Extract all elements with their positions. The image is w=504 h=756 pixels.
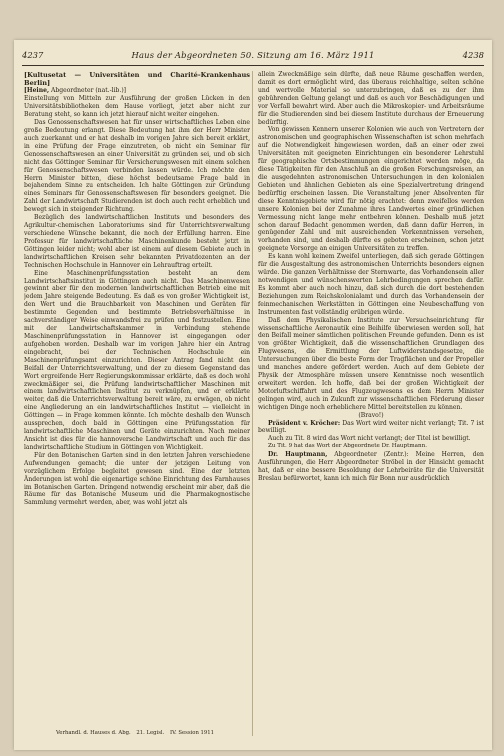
speaker-name: Dr. Hauptmann, [268, 451, 328, 459]
footer-item: IV. Session 1911 [170, 730, 215, 736]
paragraph: Daß dem Physikalischen Institute zur Versuchseinrichtung für wissenschaftliche Aeronautik eine Beihilfe überwiesen werden soll, hat den Beifall meiner sämtlichen politischen Freunde gefunden. Denn es ist von größter Wichtigkeit, daß die wissenschaftlichen Grundlagen des Flugwesens, die Ermittlung der Luftwiderstandsgesetze, die Untersuchungen über die beste Form der Tragflächen und der Propeller und manches andere gefördert werden. Auch auf dem Gebiete der Physik der Atmosphäre müssen unsere Kenntnisse noch wesentlich erweitert werden. Ich hoffe, daß bei der großen Wichtigkeit der Motorluftschiffahrt und des Flugzeugwesens es dem Herrn Minister gelingen wird, auch in Zukunft zur wissenschaftlichen Förderung dieser wichtigen Dinge noch erheblichere Mittel bereitstellen zu können. [258, 316, 484, 411]
right-page-number: 4238 [462, 50, 484, 60]
section-heading: [Kultusetat — Universitäten und Charité-Krankenhaus Berlin] [24, 71, 250, 88]
speaker-line [24, 87, 250, 95]
column-separator [252, 71, 253, 736]
paragraph: Von gewissen Kennern unserer Kolonien wie auch von Vertretern der astronomischen und geographischen Wissenschaften ist schon mehrfach auf die Notwendigkeit hingewiesen worden, daß an einer oder zwei Universitäten mit geeigneten Einrichtungen ein besonderer Lehrstuhl für geographische Ortsbestimmungen eingerichtet werden möge, da diese Tätigkeiten für den Anschluß an die großen Forschungsreisen, an die ausgedehnten astronomischen Untersuchungen in den kolonialen Gebieten und ähnlichen Gebieten als eine Spezialvertretung dringend bedürftig erscheinen lassen. Die Veranstaltung jener Absolventen für diese Kenntnisgebiete wird für nötig erachtet: denn zweifellos werden unsere Kolonien bei der Zunahme ihres Landwertes einer gründlichen Vermessung nicht lange mehr entbehren können. Deshalb muß jetzt schon darauf Bedacht genommen werden, daß dann dafür Herren, in genügender Zahl und mit ausreichenden Vorkenntnissen versehen, vorhanden sind, und deshalb dürfte es geboten erscheinen, schon jetzt geeignete Vorsorge an einigen Universitäten zu treffen. [258, 126, 484, 253]
footer-item: 21. Legisl. [136, 730, 165, 736]
statement-text: Meine Herren, den Ausführungen, die Herr Abgeordneter Ströbel in der Hinsicht gemacht hat, daß er eine bessere Besoldung der Lehrbeiräte für die Universität Breslau befürwortet, kann ich mich für Bonn nur ausdrücklich [258, 451, 484, 483]
session-title: Haus der Abgeordneten 50. Sitzung am 16. März 1911 [131, 50, 375, 60]
paragraph: Eine Maschinenprüfungsstation besteht an dem Landwirtschaftsinstitut in Göttingen auch nicht. Das Maschinenwesen gewinnt aber für den modernen landwirtschaftlichen Betrieb eine mit jedem Jahre steigende Bedeutung. Es daß es von großer Wichtigkeit ist, den Wert und die Brauchbarkeit von Maschinen und Geräten für bestimmte Gegenden und bestimmte Betriebsverhältnisse in sachverständiger Weise einwandsfrei zu prüfen und festzustellen. Eine mit der Landwirtschaftskammer in Verbindung stehende Maschinenprüfungsstation in Hannover ist eingegangen oder aufgehoben worden. Deshalb war im vorigen Jahre hier ein Antrag eingebracht, bei der Technischen Hochschule ein Maschinenprüfungsamt einzurichten. Dieser Antrag fand nicht den Beifall der Unterrichtsverwaltung, und der zu diesem Gegenstand das Wort ergreifende Herr Regierungskommissar erklärte, daß es doch wohl zweckmäßiger sei, die Prüfung landwirtschaftlicher Maschinen mit einem landwirtschaftlichen Institut zu verknüpfen, und er erklärte weiter, daß die Unterrichtsverwaltung bereit wäre, zu erwägen, ob nicht eine Angliederung an ein landwirtschaftliches Institut — vielleicht in Göttingen — in Frage kommen könnte. Ich möchte deshalb den Wunsch aussprechen, doch bald in Göttingen eine Prüfungsstation für landwirtschaftliche Maschinen und Geräte einzurichten. Nach meiner Ansicht ist dies für die hannoversche Landwirtschaft und auch für das landwirtschaftliche Studium in Göttingen von Wichtigkeit. [24, 269, 250, 451]
paragraph: Einstellung von Mitteln zur Ausführung der großen Lücken in den Universitätsbibliotheken dem Hause vorliegt, jetzt aber nicht zur Beratung steht, so kann ich jetzt hierauf nicht weiter eingehen. [24, 95, 250, 119]
paragraph: Das Genossenschaftswesen hat für unser wirtschaftliches Leben eine große Bedeutung erlangt. Diese Bedeutung hat ihm der Herr Minister auch zuerkannt und er hat deshalb im vorigen Jahre sich bereit erklärt, in eine Prüfung der Frage einzutreten, ob nicht ein Seminar für Genossenschaftswesen an einer Universität zu gründen sei, und ob sich nicht das Göttinger Seminar für Versicherungswesen mit einem solchen für Genossenschaftswesen verbinden lassen würde. Ich möchte den Herrn Minister bitten, diese höchst bedeutsame Frage bald in bejahendem Sinne zu entscheiden. Ich halte Göttingen zur Gründung eines Seminars für Genossenschaftswesen für besonders geeignet. Die Zahl der Landwirtschaft Studierenden ist doch auch recht erheblich und bewegt sich in steigender Richtung. [24, 119, 250, 214]
speaker-role: Abgeordneter (nat.-lib.)] [51, 87, 127, 95]
header-rule [22, 65, 484, 66]
speaker-statement [258, 451, 484, 483]
paragraph: allein Zweckmäßige sein dürfte, daß neue Räume geschaffen werden, damit es dort ermöglicht wird, das überaus reichhaltige, selten schöne und wertvolle Material so unterzubringen, daß es zu der ihm gebührenden Geltung gelangt und daß es auch vor Beschädigungen und vor Verfall bewahrt wird. Aber auch die Mikroskopier- und Arbeitsräume für die Studierenden sind bei diesem Institute durchaus der Erneuerung bedürftig. [258, 71, 484, 126]
speaker-name: [Heine, [24, 87, 50, 95]
page-header [22, 48, 484, 62]
applause-note: (Bravo!) [358, 411, 384, 419]
speaker-role: Abgeordneter (Zentr.): [334, 451, 409, 459]
paragraph: Für den Botanischen Garten sind in den letzten Jahren verschiedene Aufwendungen gemacht; die unter der jetzigen Leitung von vorzüglichem Erfolge begleitet gewesen sind. Eine der letzten Änderungen ist wohl die eigenartige schöne Einrichtung des Farnhauses im Botanischen Garten. Dringend notwendig erscheint mir aber, daß die Räume für das Botanische Museum und die Pharmakognostische Sammlung vermehrt werden, aber, was wohl jetzt als [24, 451, 250, 507]
president-statement [258, 420, 484, 436]
paragraph: Auch zu Tit. 8 wird das Wort nicht verlangt; der Titel ist bewilligt. [268, 435, 471, 443]
left-page-number: 4237 [22, 50, 44, 60]
speaker-name: Präsident v. Kröcher: [268, 419, 341, 427]
page-footer [24, 730, 250, 737]
statement-text: Das Wort wird weiter nicht verlangt; Tit. 7 ist bewilligt. [258, 419, 484, 435]
footer-item: Verhandl. d. Hauses d. Abg. [55, 730, 131, 736]
paragraph: Es kann wohl keinem Zweifel unterliegen, daß sich gerade Göttingen für die Ausgestaltung des astronomischen Unterrichts besonders eignen würde. Die ganzen Verhältnisse der Sternwarte, das Vorhandensein aller notwendigen und wünschenswerten Lehrbedingungen sprechen dafür. Es kommt aber auch noch hinzu, daß sich durch die dort bestehenden Beziehungen zum Reichskolonialamt und durch das Vorhandensein der feinmechanischen Werkstätten in Göttingen eine Neubeschaffung von Instrumenten fast vollständig erübrigen würde. [258, 253, 484, 316]
paragraph: Zu Tit. 9 hat das Wort der Abgeordnete Dr. Hauptmann. [268, 443, 427, 450]
paragraph: Bezüglich des landwirtschaftlichen Instituts und besonders des Agrikultur-chemischen Laboratoriums sind für Unterrichtsverwaltung verschiedene Wünsche bekannt, die noch der Erfüllung harren. Eine Professur für landwirtschaftliche Maschinenkunde besteht jetzt in Göttingen leider nicht; wohl aber ist einem auf diesem Gebiete auch in landwirtschaftlichen Kreisen sehr bekannten Privatdozenten an der Technischen Hochschule in Hannover ein Lehrauftrag erteilt. [24, 214, 250, 269]
left-column [24, 71, 250, 743]
right-column [258, 71, 484, 743]
document-page [14, 40, 492, 750]
